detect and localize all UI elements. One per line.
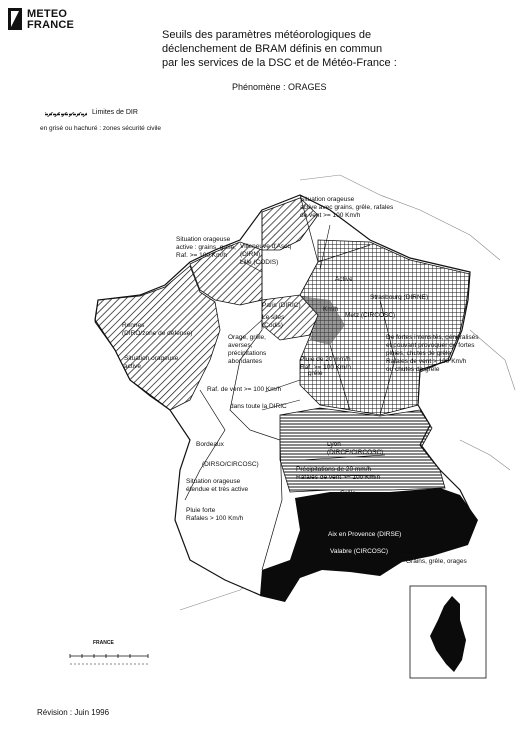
label-east: De fortes intensités, généralisés et pouvant provoquer de fortes pluies, chutes de grêle. Rafales de vent > 100 Km/h ou chutes de grêle (386, 334, 479, 373)
label-pluie-forte: Pluie forte Rafales > 100 Km/h (186, 507, 244, 522)
legend-dir-label: Limites de DIR (92, 109, 138, 116)
label-rennes: Rennes (DIRO/zone de défense) (122, 322, 193, 337)
label-dirso: (DIRSO/CIRCOSC) (202, 461, 259, 468)
label-lyon: Lyon (DIRCE/CIRCOSC) (327, 441, 384, 456)
label-grele2: Grêle (340, 490, 356, 497)
label-north: Situation orageuse active avec grains, grêle, rafales de vent >= 100 Km/h (300, 196, 394, 219)
label-grains: Grains, grêle, orages (406, 558, 467, 565)
label-bordeaux: Bordeaux (196, 441, 224, 448)
scale-title: FRANCE (93, 640, 114, 646)
label-villeneuve: Villeneuve d'Ascq (DIRN) Lille (CODIS) (240, 243, 291, 266)
label-dans-dir: dans toute la DIRIC (230, 403, 287, 410)
label-paris-codis: Le sites (Codis) (262, 314, 285, 329)
label-west-north: Situation orageuse active : grains, grêle, Raf. >= 100 Km/h (176, 236, 236, 259)
phenomenon-subtitle: Phénomène : ORAGES (232, 82, 327, 92)
label-valabre: Valabre (CIRCOSC) (330, 548, 389, 555)
label-strasbourg: Strasbourg (DIRNE) (370, 294, 429, 301)
legend-zones-label: en grisé ou hachuré : zones sécurité civile (40, 125, 162, 132)
label-active: Active (335, 276, 353, 283)
label-grele: grêle (308, 370, 323, 377)
scale-bar (70, 654, 148, 664)
legend-line-sample (45, 112, 87, 117)
label-precip: Précipitations de 20 mm/h Rafales de vent >= 100 Km/h (296, 466, 381, 481)
label-metz: Metz (CIRCOSC) (345, 312, 396, 319)
revision-date: Révision : Juin 1996 (37, 708, 110, 717)
meteo-france-logo-icon (8, 8, 22, 30)
logo-text: METEO FRANCE (27, 8, 75, 31)
label-kmh: Km/h (323, 306, 339, 313)
label-raf-vent: Raf. de vent >= 100 Km/h (207, 386, 282, 393)
page-title: Seuils des paramètres météorologiques de déclenchement de BRAM définis en commun par les services de la DSC et de Météo-France : (162, 29, 397, 69)
label-sw-situation: Situation orageuse étendue et très active (186, 478, 249, 493)
label-aix: Aix en Provence (DIRSE) (328, 531, 402, 538)
label-pluie-20: Pluie de 20 mm/h Raf. >= 100 Km/h (300, 356, 351, 371)
label-orage: Orage, grêle, averses, précipitations abondantes (228, 334, 267, 365)
label-rennes-situation: Situation orageuse active (124, 355, 179, 370)
label-paris: Paris (DIRIC) (262, 302, 301, 309)
